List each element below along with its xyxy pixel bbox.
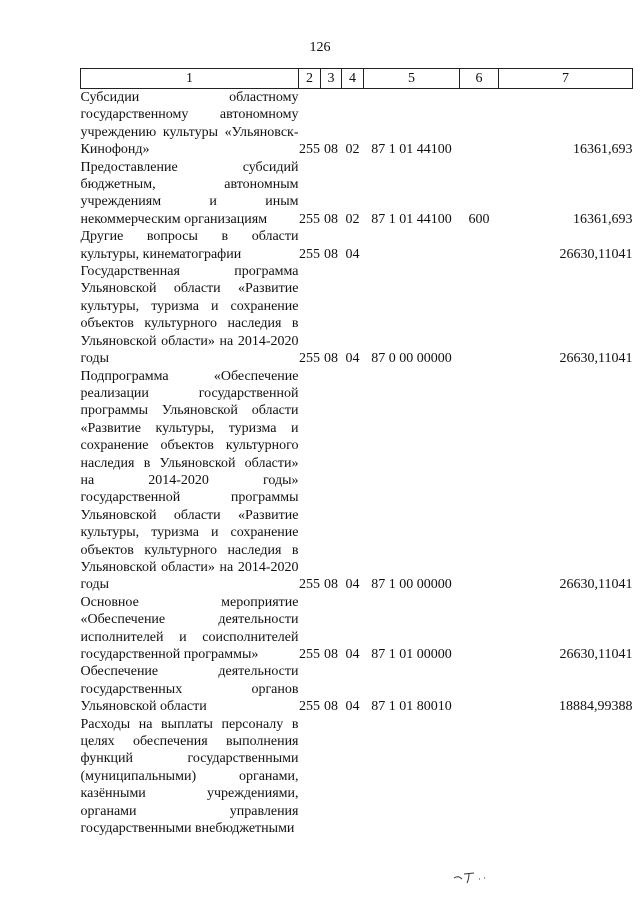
row-name: Государственная программа Ульяновской области «Развитие культуры, туризма и сохранение объектов культурного наследия в Ульяновской области» на 2014-2020 годы — [80, 264, 299, 367]
row-code-section: 08 — [324, 246, 338, 262]
row-code-section: 08 — [324, 211, 338, 227]
column-header: 7 — [499, 69, 633, 89]
row-amount: 26630,11041 — [559, 647, 633, 662]
table-row — [81, 263, 633, 367]
row-code-target: 87 0 00 00000 — [371, 351, 452, 367]
table-row — [81, 89, 633, 159]
row-code-ministry: 255 — [299, 647, 320, 662]
row-code-section: 08 — [324, 699, 338, 715]
row-code-subsection: 04 — [345, 577, 360, 593]
row-code-target: 87 1 00 00000 — [371, 577, 452, 593]
table-row — [81, 228, 633, 263]
row-amount: 26630,11041 — [559, 577, 633, 593]
row-code-subsection — [342, 716, 364, 838]
table-row — [81, 663, 633, 715]
row-code-expense-type — [460, 368, 499, 594]
row-name: Основное мероприятие «Обеспечение деятельности исполнителей и соисполнителей государственной программы» — [80, 594, 299, 662]
row-code-expense-type — [460, 228, 499, 263]
row-amount: 16361,693 — [573, 142, 633, 158]
table-row — [81, 594, 633, 664]
row-name: Обеспечение деятельности государственных органов Ульяновской области — [80, 664, 299, 715]
row-code-target — [364, 716, 460, 838]
column-header: 1 — [81, 69, 299, 89]
row-amount: 26630,11041 — [559, 246, 633, 262]
row-code-target: 87 1 01 44100 — [371, 142, 452, 158]
table-row — [81, 159, 633, 229]
row-amount: 16361,693 — [573, 211, 633, 227]
row-code-ministry: 255 — [299, 351, 320, 367]
table-header-row — [81, 69, 633, 89]
row-amount: 26630,11041 — [559, 351, 633, 367]
row-amount — [499, 716, 633, 838]
row-code-target: 87 1 01 80010 — [371, 699, 452, 715]
row-code-subsection: 04 — [345, 246, 360, 262]
row-code-subsection: 02 — [345, 211, 360, 227]
column-header: 2 — [299, 69, 321, 89]
row-name: Другие вопросы в области культуры, кинематографии — [80, 229, 299, 262]
row-name: Субсидии областному государственному автономному учреждению культуры «Ульяновск-Кинофонд» — [80, 90, 299, 158]
row-code-ministry: 255 — [299, 211, 320, 227]
row-code-target: 87 1 01 00000 — [371, 647, 452, 662]
table-row — [81, 716, 633, 838]
page-number: 126 — [309, 40, 331, 55]
row-code-subsection: 04 — [345, 647, 360, 662]
row-code-expense-type — [460, 594, 499, 664]
row-code-section: 08 — [324, 577, 338, 593]
budget-table — [80, 68, 633, 837]
row-code-ministry: 255 — [299, 142, 320, 158]
row-name: Подпрограмма «Обеспечение реализации государственной программы Ульяновской области «Развитие культуры, туризма и сохранение объектов культурного наследия в Ульяновской области» на 2014-2020 годы» государственной программы Ульяновской области «Развитие культуры, туризма и сохранение объектов культурного наследия в Ульяновской области» на 2014-2020 годы — [80, 368, 299, 593]
table-row — [81, 368, 633, 594]
row-code-target: 87 1 01 44100 — [371, 211, 452, 227]
column-header: 6 — [460, 69, 499, 89]
handwritten-mark — [452, 868, 488, 886]
row-name: Расходы на выплаты персоналу в целях обеспечения выполнения функций государственными (муниципальными) органами, казёнными учреждениями, органами управления государственными внебюджетными — [80, 716, 299, 837]
row-code-ministry — [299, 716, 321, 838]
row-code-subsection: 02 — [345, 142, 360, 158]
row-code-ministry: 255 — [299, 246, 320, 262]
row-code-ministry: 255 — [299, 577, 320, 593]
row-code-expense-type — [460, 263, 499, 367]
row-code-expense-type — [460, 89, 499, 159]
column-header: 4 — [342, 69, 364, 89]
column-header: 5 — [364, 69, 460, 89]
row-amount: 18884,99388 — [559, 699, 633, 715]
row-code-section: 08 — [324, 351, 338, 367]
row-code-section — [321, 716, 342, 838]
row-code-subsection: 04 — [345, 351, 360, 367]
row-code-section: 08 — [324, 142, 338, 158]
row-code-subsection: 04 — [345, 699, 360, 715]
row-code-expense-type — [460, 663, 499, 715]
row-code-section: 08 — [324, 647, 338, 662]
row-code-target — [364, 228, 460, 263]
column-header: 3 — [321, 69, 342, 89]
row-code-ministry: 255 — [299, 699, 320, 715]
row-code-expense-type — [460, 716, 499, 838]
row-name: Предоставление субсидий бюджетным, автономным учреждениям и иным некоммерческим организациям — [80, 159, 299, 227]
row-code-expense-type: 600 — [468, 211, 490, 227]
